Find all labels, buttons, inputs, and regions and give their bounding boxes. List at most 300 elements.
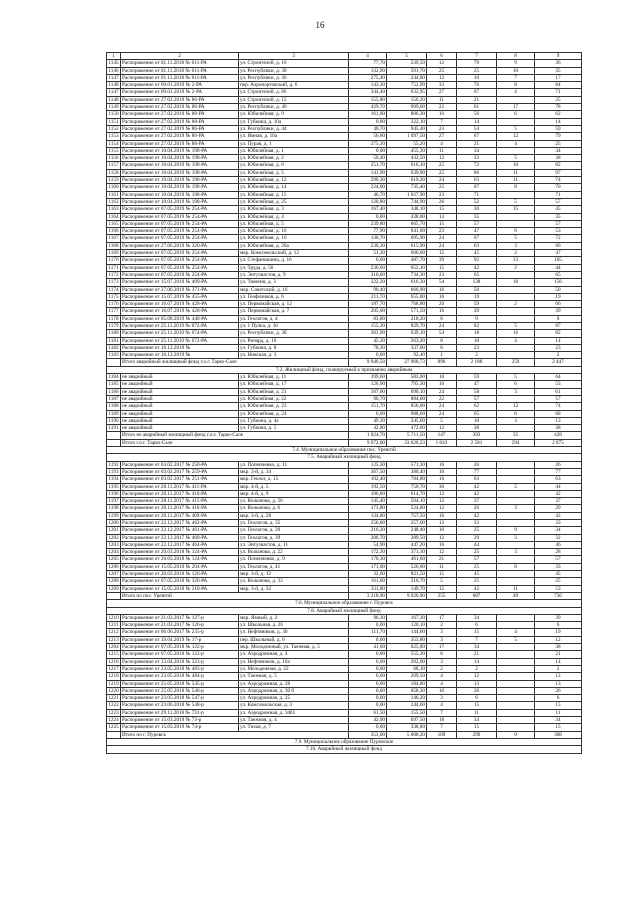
address-cell: ул. Юбилейная, д. 24 [239, 410, 349, 417]
count-cell [497, 556, 535, 563]
count-cell: 44 [535, 264, 582, 271]
count-cell: 21 [427, 556, 457, 563]
document-cell: Распоряжение от 27.06.2019 № 320-РА [121, 242, 239, 249]
area-cell: 795,30 [387, 381, 427, 388]
area-cell: 666,60 [387, 250, 427, 257]
count-cell: 67 [457, 235, 497, 242]
row-number: 1202 [108, 534, 119, 541]
count-cell [497, 680, 535, 687]
count-cell: 42 [535, 512, 582, 519]
table-row [107, 330, 582, 337]
count-cell [497, 498, 535, 505]
count-cell: 13 [427, 213, 457, 220]
area-cell: 0,00 [349, 702, 387, 709]
row-number: 1183 [108, 352, 119, 359]
count-cell: 9 [497, 527, 535, 534]
table-row [107, 279, 582, 286]
document-cell: не аварийный [121, 381, 239, 388]
address-cell: ул. Волынова, д. 33 [239, 578, 349, 585]
count-cell [497, 709, 535, 716]
row-number: 1168 [108, 242, 119, 249]
address-cell: ул. Аэродромная, д. 4 [239, 651, 349, 658]
table-row [107, 257, 582, 264]
table-row [107, 395, 582, 402]
address-cell: мкр. Молодежный, ул. Таежная, д. 5 [239, 644, 349, 651]
table-row [107, 235, 582, 242]
row-number: 1192 [108, 461, 119, 468]
table-row [107, 476, 582, 483]
total-label: Итого по г. Пуровск [121, 731, 349, 738]
count-cell: 25 [457, 563, 497, 570]
area-cell: 353,00 [349, 731, 387, 738]
count-cell: 12 [535, 673, 582, 680]
table-row [107, 680, 582, 687]
row-number: 1160 [108, 184, 119, 191]
area-cell: 244,80 [387, 74, 427, 81]
count-cell: 50 [535, 286, 582, 293]
table-row [107, 228, 582, 235]
document-cell: Распоряжение от 07.05.2019 № 254-РА [121, 250, 239, 257]
count-cell: 84 [535, 82, 582, 89]
table-row [107, 169, 582, 176]
table-row [107, 417, 582, 424]
count-cell: 34 [457, 147, 497, 154]
area-cell: 155,50 [387, 709, 427, 716]
area-cell: 571,30 [387, 461, 427, 468]
area-cell: 120,10 [387, 622, 427, 629]
count-cell: 7 [427, 709, 457, 716]
area-cell: 363,90 [349, 330, 387, 337]
table-row [107, 673, 582, 680]
table-row [107, 665, 582, 672]
count-cell [497, 286, 535, 293]
count-cell: 79 [535, 133, 582, 140]
row-number: 1158 [108, 169, 119, 176]
table-row [107, 629, 582, 636]
count-cell: 34 [535, 717, 582, 724]
count-cell: 2 875 [535, 439, 582, 446]
table-row [107, 585, 582, 592]
count-cell [497, 622, 535, 629]
area-cell: 132,90 [349, 67, 387, 74]
count-cell: 3 [497, 417, 535, 424]
document-cell: Распоряжение от 25.11.2019 № 674-РА [121, 330, 239, 337]
area-cell: 192,50 [349, 483, 387, 490]
document-cell: Распоряжение от 15.07.2019 № 409-РА [121, 279, 239, 286]
count-cell: 2 581 [457, 439, 497, 446]
count-cell: 24 [427, 410, 457, 417]
address-cell: ул. Школьная, д. 26 [239, 622, 349, 629]
count-cell: 23 [427, 191, 457, 198]
table-row [107, 60, 582, 67]
column-number: 4 [349, 53, 387, 60]
row-number: 1182 [108, 344, 119, 351]
area-cell: 821,50 [387, 571, 427, 578]
count-cell: 22 [427, 395, 457, 402]
address-cell: ул. Юбилейная, д. 16 [239, 235, 349, 242]
count-cell: 4 [497, 629, 535, 636]
count-cell: 109 [427, 731, 457, 738]
address-cell: ул. Тихая, д. 7 [239, 724, 349, 731]
count-cell: 10 [427, 468, 457, 475]
address-cell: ул. Труда, д. 56 [239, 264, 349, 271]
area-cell: 149,70 [387, 585, 427, 592]
table-row [107, 264, 582, 271]
area-cell: 145,40 [349, 498, 387, 505]
count-cell: 56 [457, 111, 497, 118]
count-cell: 736 [535, 592, 582, 599]
area-cell: 239,80 [349, 220, 387, 227]
count-cell: 21 [457, 96, 497, 103]
count-cell [497, 220, 535, 227]
row-number: 1221 [108, 695, 119, 702]
area-cell: 205,00 [349, 308, 387, 315]
count-cell: 11 [427, 563, 457, 570]
area-cell: 331,80 [349, 585, 387, 592]
count-cell: 2 [535, 665, 582, 672]
address-cell: ул. Республики, д. 38 [239, 67, 349, 74]
count-cell: 72 [535, 235, 582, 242]
count-cell: 53 [535, 381, 582, 388]
document-cell: Распоряжение от 10.04.2019 № 198-РА [121, 191, 239, 198]
area-cell: 616,30 [387, 279, 427, 286]
count-cell: 44 [457, 541, 497, 548]
table-row [107, 301, 582, 308]
table-row [107, 388, 582, 395]
count-cell: 28 [535, 549, 582, 556]
document-cell: Распоряжение от 16.07.2019 № 428-РА [121, 308, 239, 315]
document-cell: Распоряжение от 07.05.2018 № 122-р [121, 644, 239, 651]
address-cell: ул. Пурая, д. 1 [239, 140, 349, 147]
address-cell: ул. Геологов, д. 39 [239, 534, 349, 541]
area-cell: 658,30 [387, 687, 427, 694]
document-cell: Распоряжение от 27.02.2019 № 86-РА [121, 133, 239, 140]
area-cell: 348,10 [387, 206, 427, 213]
address-cell: ул. Нефтяников, д. 10а [239, 658, 349, 665]
table-row [107, 636, 582, 643]
count-cell: 42 [457, 264, 497, 271]
table-row [107, 563, 582, 570]
area-cell: 170,30 [349, 556, 387, 563]
count-cell: 16 [427, 476, 457, 483]
area-cell: 455,30 [387, 147, 427, 154]
count-cell [497, 315, 535, 322]
row-number: 1159 [108, 177, 119, 184]
address-cell: ул. Юбилейная, д. 20а [239, 242, 349, 249]
address-cell: ул. Строителей, д. 86 [239, 89, 349, 96]
count-cell: 138 [457, 279, 497, 286]
table-row [107, 191, 582, 198]
row-number: 1176 [108, 301, 119, 308]
section-heading-row [107, 746, 582, 753]
count-cell: 38 [535, 425, 582, 432]
count-cell: 39 [457, 308, 497, 315]
address-cell: ул. Геологов, д. 41 [239, 563, 349, 570]
count-cell: 5 [497, 636, 535, 643]
row-number: 1195 [108, 483, 119, 490]
area-cell: 275,30 [349, 140, 387, 147]
count-cell: 53 [535, 585, 582, 592]
count-cell: 16 [427, 512, 457, 519]
row-number: 1145 [108, 60, 119, 67]
count-cell: 12 [457, 673, 497, 680]
address-cell: ул. Волынова, д. 26 [239, 498, 349, 505]
area-cell: 757,50 [387, 512, 427, 519]
count-cell [497, 644, 535, 651]
total-label: Итого не аварийный жилищный фонд г.о.г. Тарко-Сале [121, 432, 349, 439]
count-cell: 25 [535, 96, 582, 103]
count-cell: 255 [427, 592, 457, 599]
count-cell: 23 [427, 125, 457, 132]
document-cell: Распоряжение от 15.05.2018 № 210-РА [121, 585, 239, 592]
document-cell: Распоряжение от 29.11.2018 № 731-р [121, 709, 239, 716]
count-cell: 45 [535, 571, 582, 578]
area-cell: 429,70 [349, 104, 387, 111]
count-cell: 16 [427, 308, 457, 315]
row-number [107, 731, 121, 738]
count-cell: 35 [535, 213, 582, 220]
address-cell: пер. Школьный, д. 6 [239, 636, 349, 643]
area-cell: 68,10 [387, 665, 427, 672]
table-row [107, 622, 582, 629]
row-number: 1149 [108, 104, 119, 111]
document-cell: Распоряжение от 23.06.2018 № 548-р [121, 702, 239, 709]
table-row [107, 556, 582, 563]
count-cell: 12 [427, 505, 457, 512]
address-cell: ул. Юбилейная, д. 4 [239, 213, 349, 220]
count-cell: 11 [497, 585, 535, 592]
document-cell: Распоряжение от 15.03.2019 № 74-р [121, 724, 239, 731]
address-cell: мкр. 3-й, д. 32 [239, 585, 349, 592]
document-cell: Распоряжение от 16.12.2019 № [121, 352, 239, 359]
area-cell: 111,70 [349, 629, 387, 636]
count-cell [497, 520, 535, 527]
area-cell: 0,00 [349, 352, 387, 359]
area-cell: 251,70 [349, 162, 387, 169]
count-cell: 10 [427, 374, 457, 381]
area-cell: 141,90 [349, 169, 387, 176]
area-cell: 211,70 [349, 293, 387, 300]
count-cell: 2 188 [457, 359, 497, 366]
count-cell: 68 [535, 410, 582, 417]
count-cell: 74 [535, 177, 582, 184]
count-cell: 36 [535, 60, 582, 67]
count-cell: 156 [535, 279, 582, 286]
count-cell: 2 [427, 622, 457, 629]
area-cell: 224,00 [349, 184, 387, 191]
count-cell: 42 [457, 483, 497, 490]
row-number: 1165 [108, 220, 119, 227]
count-cell: 64 [535, 374, 582, 381]
area-cell: 614,70 [387, 490, 427, 497]
area-cell: 806,30 [387, 111, 427, 118]
table-row [107, 498, 582, 505]
count-cell: 7 [427, 724, 457, 731]
address-cell: ул. Таежная, д. 4 [239, 717, 349, 724]
count-cell: 18 [497, 279, 535, 286]
table-row [107, 425, 582, 432]
document-cell: Распоряжение от 25.11.2019 № 672-РА [121, 322, 239, 329]
column-number-row [107, 53, 582, 60]
row-number: 1190 [108, 417, 119, 424]
area-cell: 461,60 [387, 556, 427, 563]
column-number: 1 [107, 53, 121, 60]
document-cell: Распоряжение от 10.04.2019 № 198-РА [121, 198, 239, 205]
area-cell: 218,20 [387, 315, 427, 322]
area-cell: 143,30 [349, 82, 387, 89]
row-number: 1161 [108, 191, 119, 198]
row-number: 1180 [108, 330, 119, 337]
count-cell: 15 [535, 724, 582, 731]
count-cell: 16 [497, 330, 535, 337]
count-cell [497, 512, 535, 519]
area-cell: 206,70 [349, 534, 387, 541]
row-number: 1222 [108, 702, 119, 709]
area-cell: 472,60 [387, 425, 427, 432]
housing-registry-table [106, 52, 582, 754]
row-number: 1152 [108, 125, 119, 132]
area-cell: 909,60 [387, 104, 427, 111]
count-cell: 16 [427, 111, 457, 118]
count-cell: 79 [457, 60, 497, 67]
count-cell: 17 [535, 74, 582, 81]
count-cell: 63 [457, 177, 497, 184]
row-number: 1204 [108, 549, 119, 556]
count-cell: 24 [427, 322, 457, 329]
table-row [107, 695, 582, 702]
count-cell: 9 [457, 315, 497, 322]
area-cell: 42,80 [349, 425, 387, 432]
table-row [107, 541, 582, 548]
row-number: 1151 [108, 118, 119, 125]
total-row [107, 359, 582, 366]
table-row [107, 490, 582, 497]
count-cell: 17 [427, 644, 457, 651]
count-cell [497, 541, 535, 548]
area-cell: 555,30 [387, 651, 427, 658]
count-cell: 6 [497, 228, 535, 235]
row-number: 1224 [108, 717, 119, 724]
count-cell: 42 [457, 490, 497, 497]
table-row [107, 614, 582, 621]
address-cell: ул. Юбилейная, д. 16 [239, 228, 349, 235]
address-cell: ул. Юбилейная, д. 21 [239, 388, 349, 395]
count-cell: 21 [457, 651, 497, 658]
area-cell: 245,60 [387, 417, 427, 424]
address-cell: ул. Таежная, д. 5 [239, 673, 349, 680]
area-cell: 167,40 [349, 206, 387, 213]
area-cell: 487,70 [387, 257, 427, 264]
table-row [107, 527, 582, 534]
area-cell: 187,70 [349, 301, 387, 308]
count-cell: 3 [497, 549, 535, 556]
count-cell: 42 [457, 512, 497, 519]
count-cell: 92 [457, 257, 497, 264]
address-cell: ул. Юбилейная, д. 11 [239, 374, 349, 381]
area-cell: 5 711,50 [387, 432, 427, 439]
table-row [107, 74, 582, 81]
count-cell: 42 [535, 490, 582, 497]
document-cell: Распоряжение от 22.12.2017 № 461-РА [121, 527, 239, 534]
row-number: 1184 [108, 374, 119, 381]
address-cell: ул. Юбилейная, д. 6 [239, 162, 349, 169]
area-cell: 5 008,20 [387, 731, 427, 738]
count-cell: 65 [457, 271, 497, 278]
row-number: 1170 [108, 257, 119, 264]
count-cell: 26 [457, 461, 497, 468]
count-cell: 57 [457, 556, 497, 563]
count-cell [497, 614, 535, 621]
count-cell: 6 [535, 695, 582, 702]
row-number: 1167 [108, 235, 119, 242]
count-cell: 25 [457, 527, 497, 534]
count-cell: 25 [457, 549, 497, 556]
table-row [107, 687, 582, 694]
table-row [107, 571, 582, 578]
table-body [107, 53, 582, 754]
table-row [107, 140, 582, 147]
count-cell: 45 [457, 250, 497, 257]
count-cell [497, 308, 535, 315]
count-cell: 3 [497, 242, 535, 249]
row-number: 1196 [108, 490, 119, 497]
document-cell: не аварийный [121, 425, 239, 432]
row-number: 1219 [108, 680, 119, 687]
area-cell: 0,00 [349, 410, 387, 417]
area-cell: 520,00 [387, 563, 427, 570]
count-cell: 30 [427, 483, 457, 490]
area-cell: 167,30 [387, 614, 427, 621]
row-number [107, 439, 121, 446]
document-cell: Распоряжение от 25.11.2019 № 672-РА [121, 337, 239, 344]
document-cell: Распоряжение от 15.05.2018 № 204-РА [121, 563, 239, 570]
count-cell: 78 [535, 104, 582, 111]
count-cell: 37 [457, 498, 497, 505]
table-row [107, 549, 582, 556]
count-cell: 3 [427, 636, 457, 643]
row-number: 1147 [108, 74, 119, 81]
row-number: 1207 [108, 571, 119, 578]
count-cell [497, 571, 535, 578]
row-number: 1220 [108, 687, 119, 694]
count-cell: 4 [497, 337, 535, 344]
table-row [107, 461, 582, 468]
count-cell: 4 [497, 89, 535, 96]
area-cell: 9 972,00 [349, 439, 387, 446]
row-number: 1175 [108, 293, 119, 300]
document-cell: Распоряжение от 07.05.2019 № 254-РА [121, 257, 239, 264]
area-cell: 0,00 [349, 724, 387, 731]
table-row [107, 242, 582, 249]
count-cell: 25 [535, 578, 582, 585]
table-row [107, 96, 582, 103]
count-cell [497, 717, 535, 724]
count-cell: 259 [497, 359, 535, 366]
area-cell: 77,70 [349, 60, 387, 67]
row-number: 1212 [108, 629, 119, 636]
table-row [107, 709, 582, 716]
table-row [107, 483, 582, 490]
count-cell: 23 [427, 228, 457, 235]
row-number: 1194 [108, 476, 119, 483]
count-cell: 45 [535, 206, 582, 213]
area-cell: 290,30 [349, 177, 387, 184]
area-cell: 399,60 [349, 374, 387, 381]
area-cell: 353,80 [387, 636, 427, 643]
page-number: 16 [315, 20, 325, 30]
document-cell: Распоряжение от 09.01.2019 № 2-РА [121, 82, 239, 89]
count-cell: 12 [427, 534, 457, 541]
